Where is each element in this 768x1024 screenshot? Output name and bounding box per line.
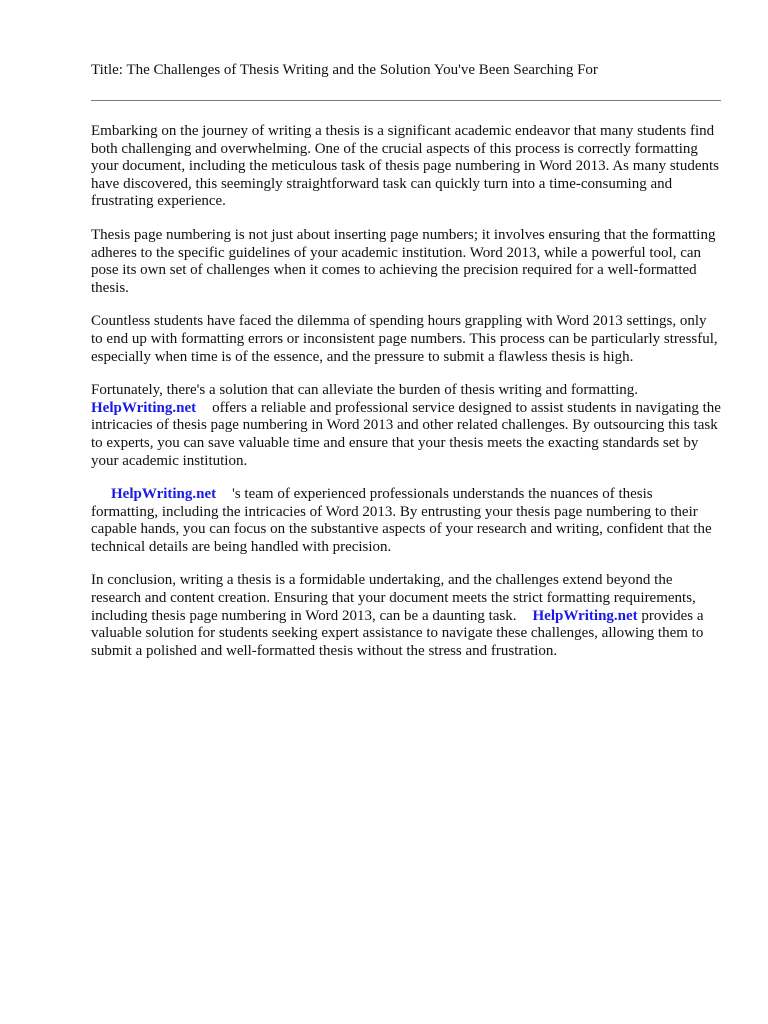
helpwriting-link-1[interactable]: HelpWriting.net xyxy=(91,399,197,416)
paragraph-intro: Embarking on the journey of writing a thesis is a significant academic endeavor that many students find both challenging and overwhelming. One of the crucial aspects of this process is correctly formatting your document, including the meticulous task of thesis page numbering in Word 2013. As many students have discovered, this seemingly straightforward task can quickly turn into a time-consuming and frustrating experience. xyxy=(91,123,720,210)
title-divider xyxy=(91,100,721,101)
paragraph-solution-text-b: offers a reliable and professional service designed to assist students in navigating the intricacies of thesis page numbering in Word 2013 and other related challenges. By outsourcing this task to experts, you can save valuable time and ensure that your thesis meets the exacting standards set by your academic institution. xyxy=(91,399,721,469)
document-title: Title: The Challenges of Thesis Writing and the Solution You've Been Searching For xyxy=(91,62,598,78)
paragraph-conclusion xyxy=(91,572,721,660)
paragraph-dilemma: Countless students have faced the dilemma of spending hours grappling with Word 2013 settings, only to end up with formatting errors or inconsistent page numbers. This process can be particularly stressful, especially when time is of the essence, and the pressure to submit a flawless thesis is high. xyxy=(91,313,718,365)
helpwriting-link-3[interactable]: HelpWriting.net xyxy=(532,607,638,624)
paragraph-page-numbering: Thesis page numbering is not just about inserting page numbers; it involves ensuring that the formatting adheres to the specific guidelines of your academic institution. Word 2013, while a powerful tool, can pose its own set of challenges when it comes to achieving the precision required for a well-formatted thesis. xyxy=(91,226,716,296)
document-body xyxy=(91,123,721,676)
paragraph-conclusion-text-a: In conclusion, writing a thesis is a formidable undertaking, and the challenges extend beyond the research and content creation. Ensuring that your document meets the strict formatting requirements, including thesis page numbering in Word 2013, can be a daunting task. xyxy=(91,572,696,624)
paragraph-solution-text-a: Fortunately, there's a solution that can alleviate the burden of thesis writing and formatting. xyxy=(91,382,639,399)
paragraph-team xyxy=(91,486,721,556)
paragraph-solution xyxy=(91,382,721,470)
helpwriting-link-2[interactable]: HelpWriting.net xyxy=(111,486,217,503)
paragraph-team-text: 's team of experienced professionals understands the nuances of thesis formatting, including the intricacies of Word 2013. By entrusting your thesis page numbering to their capable hands, you can focus on the substantive aspects of your research and writing, confident that the technical details are being handled with precision. xyxy=(91,486,712,555)
paragraph-conclusion-text-b: provides a valuable solution for students seeking expert assistance to navigate these challenges, allowing them to submit a polished and well-formatted thesis without the stress and frustration. xyxy=(91,607,704,659)
